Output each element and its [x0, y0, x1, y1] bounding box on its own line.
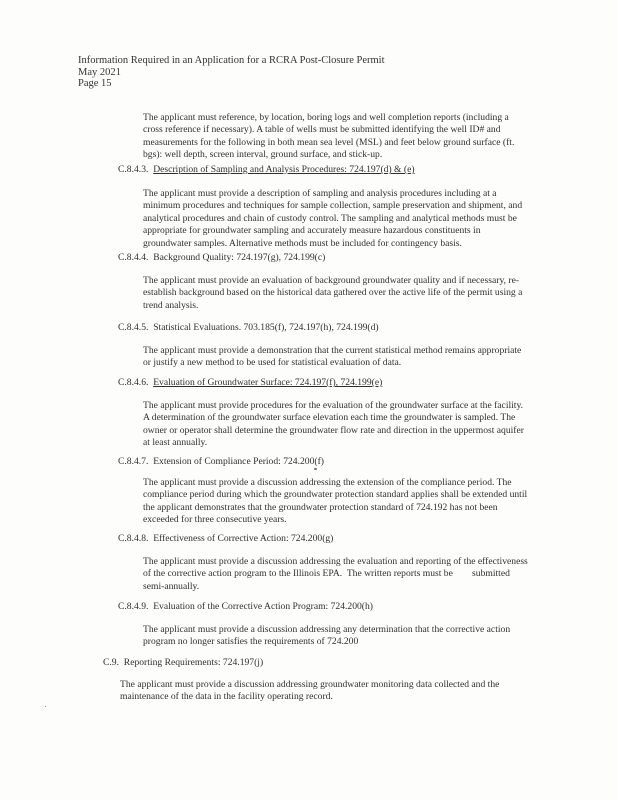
section-title: Extension of Compliance Period: 724.200(f)	[153, 456, 324, 467]
paragraph-line: the applicant demonstrates that the groundwater protection standard of 724.192 has not been	[143, 501, 498, 513]
section-number: C.8.4.8.	[118, 533, 149, 544]
header-date: May 2021	[78, 66, 121, 78]
paragraph-line: The applicant must provide a description of sampling and analysis procedures including at a	[143, 188, 497, 199]
section-heading-c845	[118, 322, 379, 334]
paragraph-line: semi-annually.	[143, 580, 200, 592]
paragraph-line: The applicant must provide an evaluation of background groundwater quality and if necessary, re-	[143, 275, 520, 286]
section-title: Reporting Requirements: 724.197(j)	[123, 657, 264, 668]
section-paragraph-c9	[120, 679, 520, 704]
paragraph-line: of the corrective action program to the Illinois EPA. The written reports must be submitted	[143, 568, 510, 580]
paragraph-line: cross reference if necessary). A table of wells must be submitted identifying the well ID# and	[143, 124, 501, 136]
section-heading-c848	[118, 533, 333, 545]
section-paragraph-c848	[143, 556, 535, 593]
section-title: Description of Sampling and Analysis Procedures: 724.197(d) & (e)	[153, 164, 415, 175]
paragraph-line: groundwater samples. Alternative methods must be included for contingency basis.	[143, 237, 462, 249]
scan-artifact	[314, 468, 317, 470]
section-title: Background Quality: 724.197(g), 724.199(c)	[153, 252, 326, 263]
section-title: Statistical Evaluations. 703.185(f), 724.197(h), 724.199(d)	[153, 322, 379, 333]
section-paragraph-c846	[143, 400, 535, 450]
paragraph-line: analytical procedures and chain of custody control. The sampling and analytical methods must be	[143, 212, 517, 224]
paragraph-line: measurements for the following in both mean sea level (MSL) and feet below ground surface (ft.	[143, 136, 515, 148]
section-paragraph-c845	[143, 345, 535, 370]
section-paragraph-c844	[143, 275, 535, 312]
section-number: C.9.	[103, 657, 119, 668]
header-title: Information Required in an Application for a RCRA Post-Closure Permit	[78, 55, 385, 66]
intro-paragraph	[143, 112, 535, 162]
section-title: Evaluation of Groundwater Surface: 724.197(f), 724.199(e)	[153, 377, 383, 388]
paragraph-line: The applicant must provide a discussion addressing the extension of the compliance period. The	[143, 477, 512, 488]
header-page-number: Page 15	[78, 78, 112, 89]
paragraph-line: owner or operator shall determine the groundwater flow rate and direction in the uppermost aquifer	[143, 424, 524, 436]
paragraph-line: bgs): well depth, screen interval, ground surface, and stick-up.	[143, 149, 383, 161]
paragraph-line: The applicant must provide a demonstration that the current statistical method remains appropriate	[143, 345, 522, 356]
paragraph-line: trend analysis.	[143, 299, 199, 311]
paragraph-line: The applicant must reference, by location, boring logs and well completion reports (including a	[143, 112, 509, 123]
section-number: C.8.4.7.	[118, 456, 149, 467]
paragraph-line: minimum procedures and techniques for sample collection, sample preservation and shipment, and	[143, 200, 523, 212]
section-title: Evaluation of the Corrective Action Program: 724.200(h)	[153, 601, 373, 612]
section-number: C.8.4.3.	[118, 164, 149, 175]
page-header	[78, 55, 385, 90]
section-heading-c844	[118, 252, 325, 264]
paragraph-line: appropriate for groundwater sampling and accurately measure hazardous constituents in	[143, 225, 481, 237]
paragraph-line: establish background based on the historical data gathered over the active life of the permit using a	[143, 287, 523, 299]
section-heading-c843	[118, 164, 415, 176]
paragraph-line: The applicant must provide procedures for the evaluation of the groundwater surface at the facility.	[143, 400, 524, 411]
section-number: C.8.4.4.	[118, 252, 149, 263]
paragraph-line: compliance period during which the groundwater protection standard applies shall be extended until	[143, 489, 528, 501]
section-number: C.8.4.9.	[118, 601, 149, 612]
section-number: C.8.4.6.	[118, 377, 149, 388]
paragraph-line: The applicant must provide a discussion addressing groundwater monitoring data collected and the	[120, 679, 500, 690]
paragraph-line: exceeded for three consecutive years.	[143, 514, 287, 526]
paragraph-line: maintenance of the data in the facility operating record.	[120, 691, 333, 703]
section-heading-c9	[103, 657, 263, 669]
section-heading-c847	[118, 456, 324, 468]
section-heading-c849	[118, 601, 373, 613]
section-paragraph-c847	[143, 477, 535, 527]
paragraph-line: A determination of the groundwater surface elevation each time the groundwater is sampled. The	[143, 412, 516, 424]
section-paragraph-c843	[143, 188, 535, 250]
section-heading-c846	[118, 377, 382, 389]
paragraph-line: at least annually.	[143, 437, 208, 449]
paragraph-line: The applicant must provide a discussion addressing the evaluation and reporting of the effectiveness	[143, 556, 528, 567]
paragraph-line: or justify a new method to be used for statistical evaluation of data.	[143, 357, 402, 369]
paragraph-line: program no longer satisfies the requirements of 724.200	[143, 636, 359, 648]
paragraph-line: The applicant must provide a discussion addressing any determination that the corrective action	[143, 624, 511, 635]
section-paragraph-c849	[143, 624, 535, 649]
section-number: C.8.4.5.	[118, 322, 149, 333]
section-title: Effectiveness of Corrective Action: 724.200(g)	[153, 533, 334, 544]
scan-artifact	[45, 706, 46, 707]
